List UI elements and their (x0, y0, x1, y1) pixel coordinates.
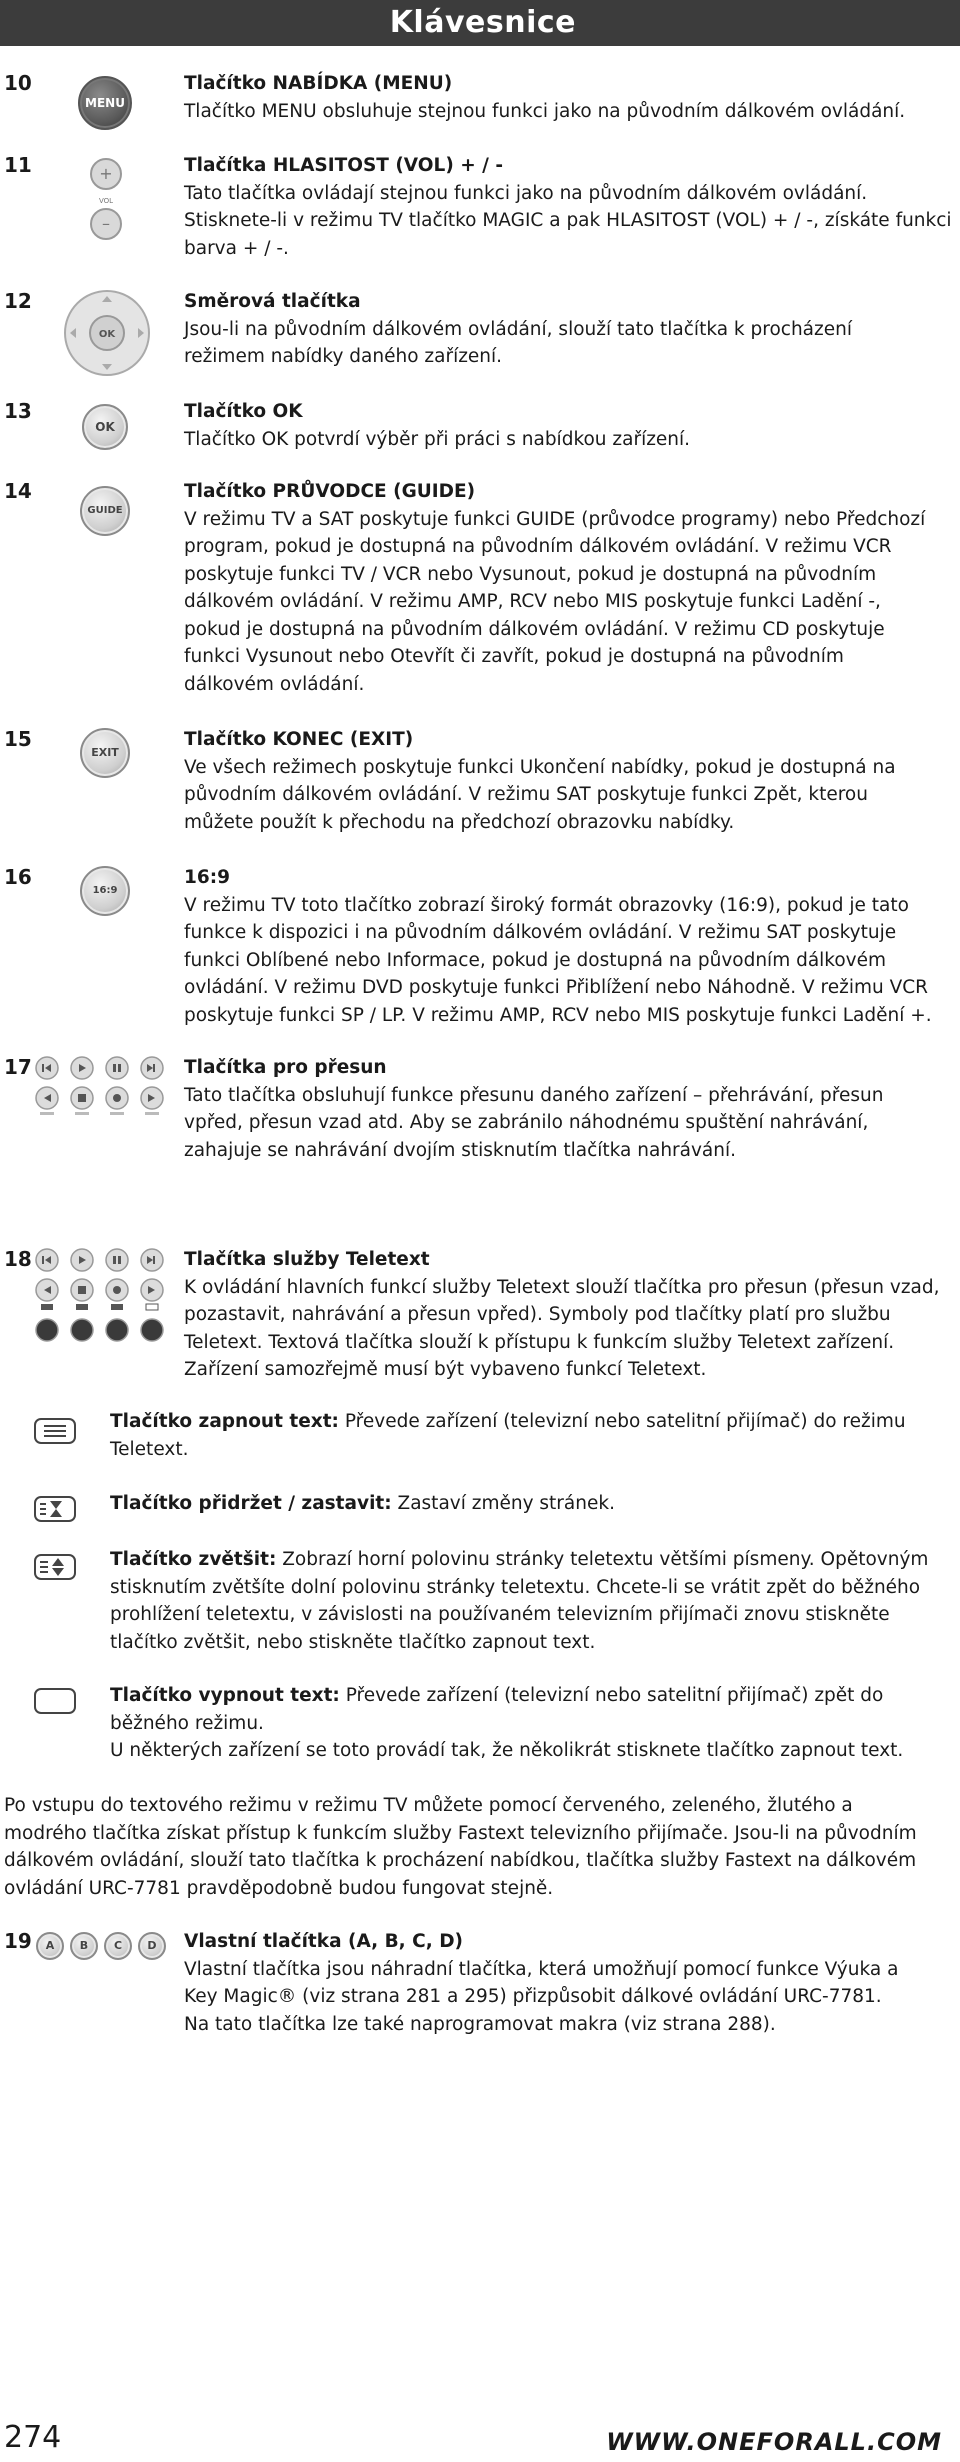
svg-text:+: + (99, 164, 113, 183)
item-body (184, 478, 954, 698)
item-number: 10 (4, 71, 32, 95)
key-c-icon: C (104, 1932, 132, 1960)
item-body (184, 70, 954, 125)
item-body (184, 1928, 954, 2038)
item-text: Na tato tlačítka lze také naprogramovat makra (viz strana 288). (184, 2013, 776, 2035)
guide-button-icon: GUIDE (80, 486, 130, 536)
item-body (184, 1246, 954, 1384)
item-number: 13 (4, 399, 32, 423)
menu-button-icon: MENU (78, 76, 132, 130)
item-title: Tlačítka HLASITOST (VOL) + / - (184, 155, 504, 176)
item-body (184, 864, 954, 1029)
key-a-icon: A (36, 1932, 64, 1960)
item-title: Směrová tlačítka (184, 291, 361, 312)
page-header (0, 0, 960, 46)
item-title: Vlastní tlačítka (A, B, C, D) (184, 1931, 464, 1952)
key-b-icon: B (70, 1932, 98, 1960)
aspect-ratio-button-icon: 16:9 (80, 866, 130, 916)
item-body (184, 398, 954, 453)
text-on-icon (34, 1418, 76, 1444)
item-number: 12 (4, 289, 32, 313)
item-text: dálkovém ovládání. V režimu AMP, RCV nebo MIS poskytuje funkci Ladění -, (184, 591, 881, 612)
item-title: Tlačítko NABÍDKA (MENU) (184, 73, 453, 94)
item-body (184, 152, 954, 262)
item-number: 18 (4, 1247, 32, 1271)
volume-buttons-icon (88, 156, 124, 244)
item-text: barva + / -. (184, 237, 289, 259)
item-text: původním dálkovém ovládání. V režimu SAT poskytuje funkci Zpět, kterou (184, 784, 868, 805)
item-title: Tlačítko OK (184, 401, 303, 422)
item-number: 14 (4, 479, 32, 503)
item-text: vpřed, přesun vzad atd. Aby se zabránilo náhodnému spuštění nahrávání, (184, 1112, 869, 1133)
svg-text:VOL: VOL (98, 197, 114, 205)
item-number: 16 (4, 865, 32, 889)
item-text: Tlačítko MENU obsluhuje stejnou funkci jako na původním dálkovém ovládání. (184, 100, 906, 122)
item-body (184, 726, 954, 836)
item-text: program, pokud je dostupná na původním dálkovém ovládání. V režimu VCR (184, 536, 892, 557)
item-text: Key Magic® (viz strana 281 a 295) přizpůsobit dálkové ovládání URC-7781. (184, 1986, 882, 2007)
item-text: Teletext. Textová tlačítka slouží k přístupu k funkcím služby Teletext zařízení. (184, 1331, 895, 1353)
key-d-icon: D (138, 1932, 166, 1960)
item-text: pozastavit, nahrávání a přesun vpřed). Symboly pod tlačítky platí pro službu (184, 1304, 891, 1325)
transport-buttons-icon (34, 1054, 174, 1118)
item-text: můžete použít k přechodu na předchozí obrazovku nabídky. (184, 811, 735, 833)
item-text: dálkovém ovládání. (184, 673, 365, 695)
text-off-icon (34, 1688, 76, 1714)
item-body (184, 288, 954, 371)
item-number: 15 (4, 727, 32, 751)
item-text: Tato tlačítka obsluhují funkce přesunu daného zařízení – přehrávání, přesun (184, 1084, 884, 1106)
page-number: 274 (4, 2420, 62, 2455)
svg-text:–: – (102, 214, 110, 233)
item-text: Tato tlačítka ovládají stejnou funkci jako na původním dálkovém ovládání. (184, 182, 868, 204)
item-text: režimem nabídky daného zařízení. (184, 346, 503, 367)
teletext-item: Tlačítko zapnout text: Převede zařízení (televizní nebo satelitní přijímač) do režimu Teletext. (110, 1411, 906, 1460)
item-text: Ve všech režimech poskytuje funkci Ukončení nabídky, pokud je dostupná na (184, 756, 896, 778)
item-text: Tlačítko OK potvrdí výběr při práci s nabídkou zařízení. (184, 428, 691, 450)
item-number: 11 (4, 153, 32, 177)
item-text: pokud je dostupná na původním dálkovém ovládání. V režimu CD poskytuje (184, 618, 885, 640)
page-title: Klávesnice (389, 5, 576, 40)
item-text: funkce k dispozici i na původním dálkovém ovládání. V režimu SAT poskytuje (184, 922, 897, 943)
teletext-item: Tlačítko vypnout text: Převede zařízení (televizní nebo satelitní přijímač) zpět do běžného režimu. U některých zařízení se toto provádí tak, že několikrát stisknete tlačítko zapnout text. (110, 1685, 904, 1761)
item-text: funkci Oblíbené nebo Informace, pokud je dostupná na původním dálkovém (184, 949, 887, 971)
ok-button-icon: OK (82, 404, 128, 450)
expand-icon (34, 1554, 76, 1580)
item-text: poskytuje funkci TV / VCR nebo Vysunout, pokud je dostupná na původním (184, 563, 877, 585)
item-text: ovládání. V režimu DVD poskytuje funkci Přiblížení nebo Náhodně. V režimu VCR (184, 977, 929, 998)
item-title: Tlačítko KONEC (EXIT) (184, 729, 414, 750)
teletext-buttons-icon (34, 1246, 174, 1346)
item-title: Tlačítka služby Teletext (184, 1249, 430, 1270)
item-title: Tlačítko PRŮVODCE (GUIDE) (184, 481, 476, 502)
teletext-item: Tlačítko zvětšit: Zobrazí horní polovinu stránky teletextu většími písmeny. Opětovným stisknutím zvětšíte dolní polovinu stránky teletextu. Chcete-li se vrátit zpět do běžného prohlížení teletextu, v závislosti na používaném televizním přijímači znovu stiskněte tlačítko zvětšit, nebo stiskněte tlačítko zapnout text. (110, 1549, 929, 1653)
item-body (184, 1054, 954, 1164)
directional-pad-icon (62, 288, 152, 378)
item-title: 16:9 (184, 867, 231, 888)
item-text: V režimu TV toto tlačítko zobrazí široký formát obrazovky (16:9), pokud je tato (184, 894, 909, 916)
item-text: zahajuje se nahrávání dvojím stisknutím tlačítka nahrávání. (184, 1139, 737, 1161)
hold-icon (34, 1496, 76, 1522)
item-text: poskytuje funkci SP / LP. V režimu AMP, RCV nebo MIS poskytuje funkci Ladění +. (184, 1004, 932, 1026)
svg-text:OK: OK (98, 329, 116, 340)
exit-button-icon: EXIT (80, 728, 130, 778)
item-text: K ovládání hlavních funkcí služby Teletext slouží tlačítka pro přesun (přesun vzad, (184, 1276, 940, 1298)
item-title: Tlačítka pro přesun (184, 1057, 387, 1078)
teletext-item: Tlačítko přidržet / zastavit: Zastaví změny stránek. (110, 1493, 615, 1514)
item-number: 17 (4, 1055, 32, 1079)
item-text: funkci Vysunout nebo Otevřít či zavřít, pokud je dostupná na původním (184, 646, 844, 667)
item-text: Vlastní tlačítka jsou náhradní tlačítka, která umožňují pomocí funkce Výuka a (184, 1958, 899, 1980)
fastext-paragraph: Po vstupu do textového režimu v režimu TV můžete pomocí červeného, zeleného, žlutého a modrého tlačítka získat přístup k funkcím služby Fastext televizního přijímače. Jsou-li na původním dálkovém ovládání, slouží tato tlačítka k procházení nabídkou, tlačítka služby Fastext na dálkovém ovládání URC-7781 pravděpodobně budou fungovat stejně. (4, 1795, 917, 1899)
footer-url[interactable]: WWW.ONEFORALL.COM (606, 2428, 942, 2456)
item-text: Zařízení samozřejmě musí být vybaveno funkcí Teletext. (184, 1359, 707, 1380)
item-text: Jsou-li na původním dálkovém ovládání, slouží tato tlačítka k procházení (184, 318, 852, 340)
item-text: Stisknete-li v režimu TV tlačítko MAGIC a pak HLASITOST (VOL) + / -, získáte funkci (184, 210, 952, 231)
item-text: V režimu TV a SAT poskytuje funkci GUIDE (průvodce programy) nebo Předchozí (184, 508, 926, 530)
item-number: 19 (4, 1929, 32, 1953)
